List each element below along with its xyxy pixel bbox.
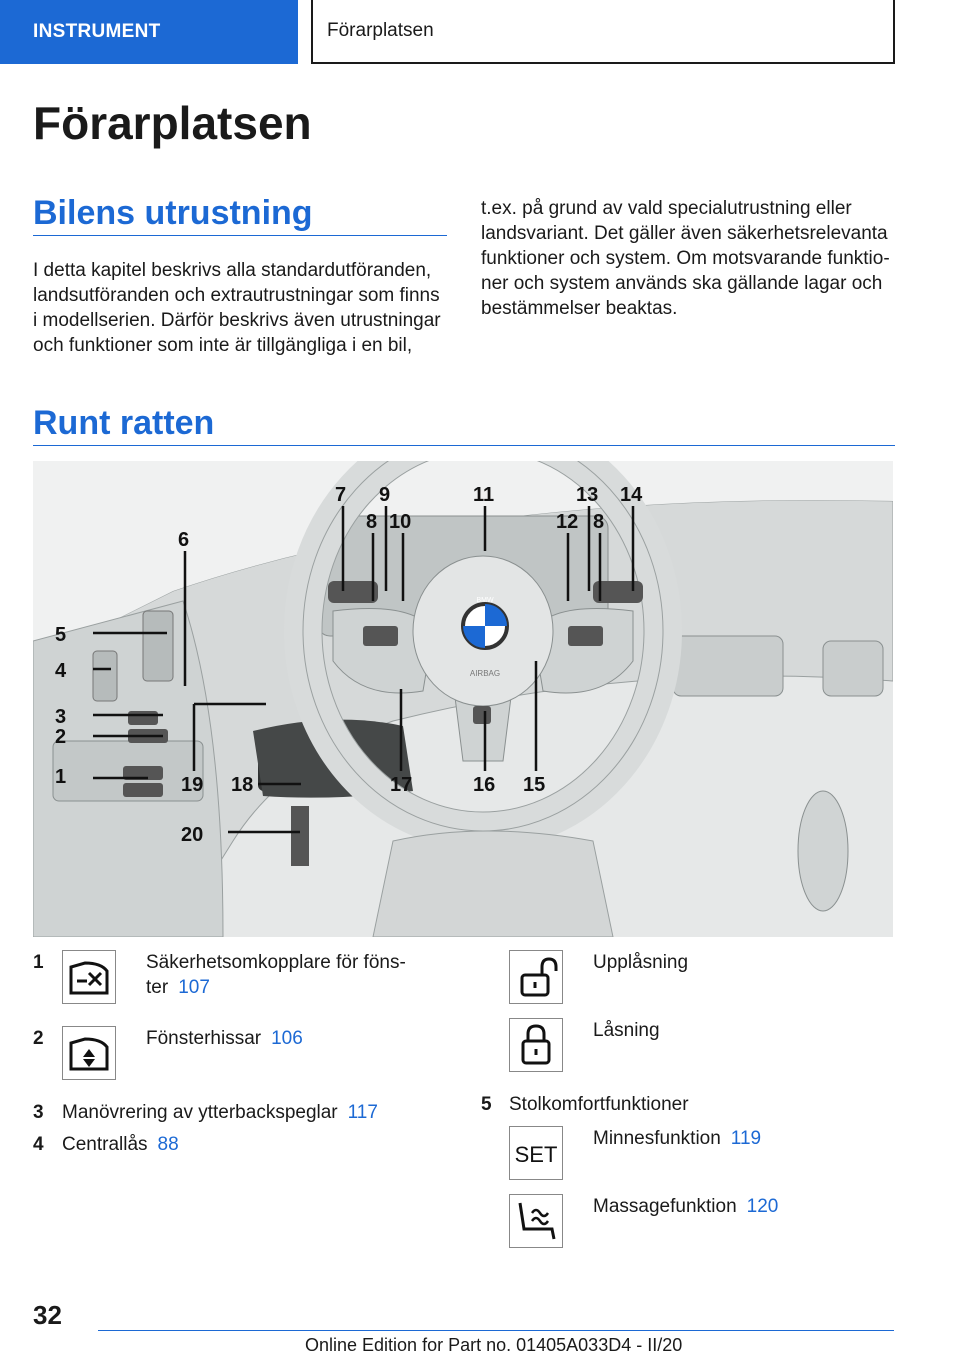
callout-16: 16 xyxy=(473,774,496,796)
header-title: Förarplatsen xyxy=(311,0,895,64)
legend-text-4-label: Centrallås xyxy=(62,1134,148,1155)
lock-label: Låsning xyxy=(593,1020,660,1041)
footer-edition-text: Online Edition for Part no. 01405A033D4 - II/20 xyxy=(305,1335,683,1355)
set-icon-text: SET xyxy=(514,1142,558,1167)
page-ref-119[interactable]: 119 xyxy=(730,1128,762,1149)
legend-text-1-line1: Säkerhetsomkopplare för föns- xyxy=(146,952,406,973)
callout-2: 2 xyxy=(55,726,67,748)
legend-text-1-line2: ter xyxy=(146,977,169,998)
unlock-label: Upplåsning xyxy=(593,952,689,973)
legend-text-4 xyxy=(62,1132,179,1157)
footer-rule xyxy=(98,1330,894,1331)
callout-5: 5 xyxy=(55,624,67,646)
cockpit-drawing xyxy=(33,461,893,937)
legend-text-5: Stolkomfortfunktioner xyxy=(509,1094,689,1115)
callout-17: 17 xyxy=(390,774,413,796)
section-heading-runt-ratten: Runt ratten xyxy=(33,404,215,442)
massage-seat-icon xyxy=(509,1194,563,1248)
page-ref-88[interactable]: 88 xyxy=(157,1134,179,1155)
callout-14: 14 xyxy=(620,484,643,506)
callout-9: 9 xyxy=(379,484,391,506)
callout-20: 20 xyxy=(181,824,204,846)
massage-label xyxy=(593,1194,778,1219)
legend-num-1: 1 xyxy=(33,952,44,973)
callout-8-right: 8 xyxy=(593,511,605,533)
callout-19: 19 xyxy=(181,774,204,796)
legend-num-5: 5 xyxy=(481,1094,492,1115)
callout-12: 12 xyxy=(556,511,579,533)
intro-paragraph-right: t.ex. på grund av vald specialutrustning eller landsvariant. Det gäller även säkerhetsrelevanta funktioner och system. Om motsvarande funktioner och system används ska gällande lagar och bestämmelser beaktas. xyxy=(481,198,890,319)
legend-num-2: 2 xyxy=(33,1028,44,1049)
legend-text-3 xyxy=(62,1100,378,1125)
legend-text-2 xyxy=(146,1026,303,1051)
page-number: 32 xyxy=(33,1300,62,1330)
airbag-text: AIRBAG xyxy=(469,669,501,678)
callout-6: 6 xyxy=(178,529,190,551)
page-ref-117[interactable]: 117 xyxy=(347,1102,378,1123)
window-lift-icon xyxy=(62,1026,116,1080)
section-rule xyxy=(33,235,447,236)
callout-3: 3 xyxy=(55,706,67,728)
callout-18: 18 xyxy=(231,774,254,796)
callout-8-left: 8 xyxy=(366,511,378,533)
page-ref-106[interactable]: 106 xyxy=(271,1028,303,1049)
page-ref-120[interactable]: 120 xyxy=(746,1196,779,1217)
legend-num-4: 4 xyxy=(33,1134,44,1155)
legend-text-2-label: Fönsterhissar xyxy=(146,1028,262,1049)
page-ref-107[interactable]: 107 xyxy=(178,977,210,998)
memory-label xyxy=(593,1126,761,1151)
intro-paragraph-left: I detta kapitel beskrivs alla standardutföranden, landsutföranden och extrautrustningar som finns i modellserien. Därför beskrivs även utrustningar och funktioner som inte är tillgängliga i en bil, xyxy=(33,260,441,356)
lock-icon xyxy=(509,1018,563,1072)
massage-label-text: Massagefunktion xyxy=(593,1196,737,1217)
legend-text-3-label: Manövrering av ytterbackspeglar xyxy=(62,1102,338,1123)
callout-4: 4 xyxy=(55,660,67,682)
header-section-tab: INSTRUMENT xyxy=(0,0,298,64)
page-title: Förarplatsen xyxy=(33,97,312,149)
callout-10: 10 xyxy=(389,511,412,533)
section-heading-bilens-utrustning: Bilens utrustning xyxy=(33,194,313,232)
callout-15: 15 xyxy=(523,774,546,796)
callout-1: 1 xyxy=(55,766,67,788)
callout-11: 11 xyxy=(473,484,495,506)
logo-text: BMW xyxy=(476,597,494,604)
unlock-icon xyxy=(509,950,563,1004)
legend-text-1 xyxy=(146,950,426,1000)
section-rule xyxy=(33,445,895,446)
memory-label-text: Minnesfunktion xyxy=(593,1128,721,1149)
callout-13: 13 xyxy=(576,484,599,506)
legend-num-3: 3 xyxy=(33,1102,44,1123)
callout-7: 7 xyxy=(335,484,347,506)
cockpit-illustration xyxy=(33,461,893,937)
window-safety-switch-icon xyxy=(62,950,116,1004)
set-icon xyxy=(509,1126,563,1180)
